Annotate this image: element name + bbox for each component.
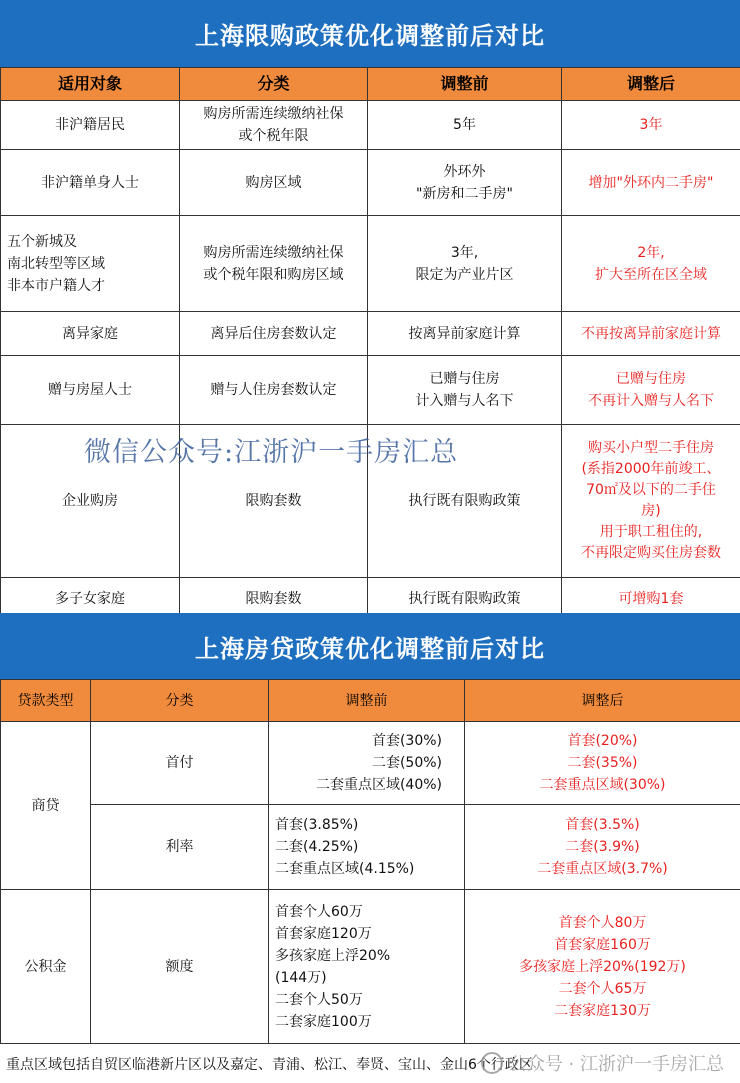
row-category: 限购套数 bbox=[180, 425, 368, 578]
header-category: 分类 bbox=[91, 680, 269, 722]
header-before: 调整前 bbox=[368, 68, 562, 101]
row-target: 非沪籍单身人士 bbox=[1, 150, 180, 216]
row-before: 已赠与住房 计入赠与人名下 bbox=[368, 356, 562, 425]
table-row bbox=[1, 150, 740, 216]
footer-watermark-text: 公众号 · 江浙沪一手房汇总 bbox=[508, 1054, 724, 1075]
row-category: 购房区域 bbox=[180, 150, 368, 216]
loan-policy-title: 上海房贷政策优化调整前后对比 bbox=[0, 613, 740, 679]
row-before: 执行既有限购政策 bbox=[368, 425, 562, 578]
table-row bbox=[1, 890, 740, 1044]
row-before: 3年, 限定为产业片区 bbox=[368, 216, 562, 312]
purchase-policy-table bbox=[0, 67, 740, 621]
loan-type-commercial: 商贷 bbox=[1, 722, 91, 890]
row-before: 外环外 "新房和二手房" bbox=[368, 150, 562, 216]
footer-watermark bbox=[481, 1043, 724, 1083]
row-category: 赠与人住房套数认定 bbox=[180, 356, 368, 425]
row-category: 利率 bbox=[91, 805, 269, 890]
row-before: 执行既有限购政策 bbox=[368, 578, 562, 621]
header-before: 调整前 bbox=[269, 680, 465, 722]
table-header-row bbox=[1, 680, 740, 722]
row-before: 按离异前家庭计算 bbox=[368, 312, 562, 356]
row-after: 首套个人80万 首套家庭160万 多孩家庭上浮20%(192万) 二套个人65万 二套家庭130万 bbox=[465, 890, 740, 1044]
row-target: 多子女家庭 bbox=[1, 578, 180, 621]
row-before: 首套个人60万 首套家庭120万 多孩家庭上浮20% (144万) 二套个人50万 二套家庭100万 bbox=[269, 890, 465, 1044]
row-after: 2年, 扩大至所在区全域 bbox=[562, 216, 740, 312]
row-target: 非沪籍居民 bbox=[1, 101, 180, 150]
row-before: 首套(30%) 二套(50%) 二套重点区域(40%) bbox=[269, 722, 465, 805]
table-header-row bbox=[1, 68, 740, 101]
row-after: 已赠与住房 不再计入赠与人名下 bbox=[562, 356, 740, 425]
watermark-text: 微信公众号:江浙沪一手房汇总 bbox=[84, 437, 459, 468]
footer-note: 重点区域包括自贸区临港新片区以及嘉定、青浦、松江、奉贤、宝山、金山6个行政区 bbox=[0, 1043, 740, 1083]
row-category: 购房所需连续缴纳社保 或个税年限 bbox=[180, 101, 368, 150]
row-target: 五个新城及 南北转型等区域 非本市户籍人才 bbox=[1, 216, 180, 312]
header-after: 调整后 bbox=[465, 680, 740, 722]
row-after: 首套(20%) 二套(35%) 二套重点区域(30%) bbox=[465, 722, 740, 805]
row-after: 可增购1套 bbox=[562, 578, 740, 621]
row-after: 不再按离异前家庭计算 bbox=[562, 312, 740, 356]
header-category: 分类 bbox=[180, 68, 368, 101]
row-category: 离异后住房套数认定 bbox=[180, 312, 368, 356]
row-category: 额度 bbox=[91, 890, 269, 1044]
table-row bbox=[1, 356, 740, 425]
header-target: 适用对象 bbox=[1, 68, 180, 101]
row-after: 首套(3.5%) 二套(3.9%) 二套重点区域(3.7%) bbox=[465, 805, 740, 890]
table-row bbox=[1, 722, 740, 805]
row-after: 购买小户型二手住房 (系指2000年前竣工、 70㎡及以下的二手住 房) 用于职工租住的, 不再限定购买住房套数 bbox=[562, 425, 740, 578]
row-after: 增加"外环内二手房" bbox=[562, 150, 740, 216]
purchase-policy-title: 上海限购政策优化调整前后对比 bbox=[0, 0, 740, 67]
row-target: 离异家庭 bbox=[1, 312, 180, 356]
row-category: 首付 bbox=[91, 722, 269, 805]
header-loan-type: 贷款类型 bbox=[1, 680, 91, 722]
loan-type-fund: 公积金 bbox=[1, 890, 91, 1044]
row-before: 5年 bbox=[368, 101, 562, 150]
wechat-icon bbox=[481, 1052, 503, 1074]
row-category: 购房所需连续缴纳社保 或个税年限和购房区域 bbox=[180, 216, 368, 312]
row-before: 首套(3.85%) 二套(4.25%) 二套重点区域(4.15%) bbox=[269, 805, 465, 890]
row-target: 赠与房屋人士 bbox=[1, 356, 180, 425]
table-row bbox=[1, 216, 740, 312]
loan-policy-table bbox=[0, 679, 740, 1044]
header-after: 调整后 bbox=[562, 68, 740, 101]
row-category: 限购套数 bbox=[180, 578, 368, 621]
table-row bbox=[1, 805, 740, 890]
table-row bbox=[1, 101, 740, 150]
row-target: 企业购房 bbox=[1, 425, 180, 578]
table-row bbox=[1, 312, 740, 356]
row-after: 3年 bbox=[562, 101, 740, 150]
